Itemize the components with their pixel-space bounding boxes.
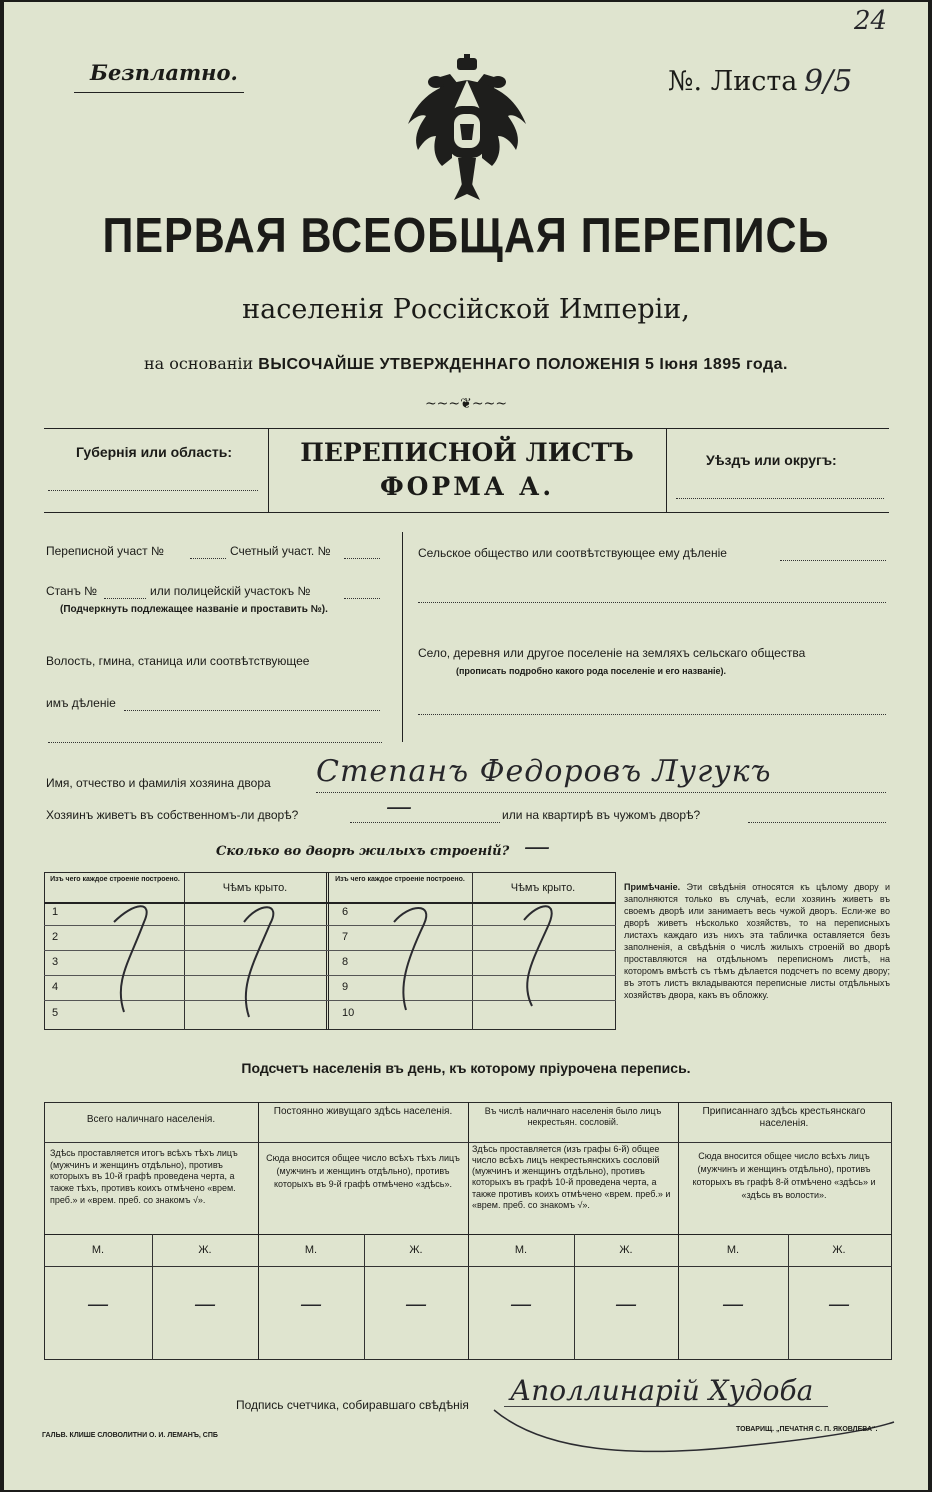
- pop-col2-head: Постоянно живущаго здѣсь населенія.: [273, 1106, 453, 1117]
- form-subtitle: ФОРМА А.: [379, 472, 555, 501]
- pop-col1-f: Ж.: [198, 1244, 212, 1256]
- pop-col2-m: М.: [304, 1244, 318, 1256]
- row-num: 5: [52, 1007, 59, 1019]
- pop-col2-f: Ж.: [409, 1244, 423, 1256]
- pop-value: —: [722, 1292, 744, 1317]
- col-material-right: Изъ чего каждое строеніе построено.: [335, 876, 465, 883]
- pop-value: —: [405, 1292, 427, 1317]
- pop-col4-head: Приписаннаго здѣсь крестьянскаго населенія.: [702, 1106, 866, 1129]
- page-subtitle: населенія Россійской Имперіи,: [242, 294, 690, 325]
- pop-value: —: [87, 1292, 109, 1317]
- pop-value: —: [615, 1292, 637, 1317]
- census-sheet: [4, 2, 928, 1490]
- pop-col4-desc: Сюда вносится общее число всѣхъ лицъ (мужчинъ и женщинъ отдѣльно), противъ которыхъ въ графѣ 8-й отмѣчено «здѣсь» и «здѣсь въ волости».: [692, 1151, 876, 1201]
- sheet-number-label: №. Листа: [668, 66, 798, 97]
- signature-label: Подпись счетчика, собиравшаго свѣдѣнія: [236, 1398, 469, 1412]
- pop-col1-desc: Здѣсь проставляется итогъ всѣхъ тѣхъ лицъ (мужчинъ и женщинъ отдѣльно), противъ которыхъ въ 10-й графѣ проведена черта, а также тѣхъ, противъ коихъ отмѣчено «врем. преб.» и «врем. преб. со знакомъ √».: [50, 1148, 238, 1205]
- free-label: Безплатно.: [90, 60, 238, 85]
- basis-line: [4, 354, 928, 374]
- col-roof-left: Чѣмъ крыто.: [222, 882, 288, 894]
- corner-archive-number: 24: [854, 6, 888, 36]
- owner-name-value: Степанъ Федоровъ Лугукъ: [316, 754, 772, 789]
- row-num: 7: [342, 931, 349, 943]
- census-district-label: Переписной участ №: [46, 544, 164, 558]
- row-num: 10: [342, 1007, 355, 1019]
- pop-col3-f: Ж.: [619, 1244, 633, 1256]
- buildings-count-value: —: [524, 832, 550, 862]
- pop-value: —: [194, 1292, 216, 1317]
- note-text: Эти свѣдѣнія относятся къ цѣлому двору и заполняются только въ случаѣ, если хозяинъ живетъ въ своемъ дворѣ или занимаетъ весь чужой дворъ. Если-же во дворѣ живетъ нѣсколько хозяйствъ, то на переписныхъ листахъ каждаго изъ нихъ эта табличка оставляется безъ заполненія, а свѣдѣнія о числѣ жилыхъ строеній во дворѣ проставляются на отдѣльномъ переписномъ листѣ, на которомъ вмѣстѣ съ тѣмъ дѣлается подсчетъ по всему двору; въ этотъ листъ вкладываются переписные листы отдѣльныхъ хозяйствъ двора, какъ въ обложку.: [624, 882, 890, 1000]
- own-yard-value: —: [386, 792, 412, 822]
- col-roof-right: Чѣмъ крыто.: [510, 882, 576, 894]
- count-district-label: Счетный участ. №: [230, 544, 331, 558]
- row-num: 4: [52, 981, 59, 993]
- pop-col3-m: М.: [514, 1244, 528, 1256]
- buildings-count-label: Сколько во дворѣ жилыхъ строеній?: [216, 844, 510, 859]
- pop-col4-m: М.: [726, 1244, 740, 1256]
- pop-value: —: [300, 1292, 322, 1317]
- double-headed-eagle-icon: [402, 54, 532, 202]
- gubernia-label: Губернія или область:: [76, 444, 233, 460]
- row-num: 2: [52, 931, 59, 943]
- pop-col1-m: М.: [91, 1244, 105, 1256]
- village-note: (прописать подробно какого рода поселеніе и его названіе).: [456, 666, 727, 676]
- pop-col3-desc: Здѣсь проставляется (изъ графы 6-й) общее число всѣхъ лицъ некрестьянскихъ сословій (мужчинъ и женщинъ отдѣльно), противъ которыхъ въ графѣ 10-й проведена черта, а также противъ коихъ отмѣчено «врем. преб.» и «врем. преб. со знакомъ √».: [472, 1144, 671, 1210]
- buildings-note: [624, 882, 890, 1002]
- printer-right: ТОВАРИЩ. „ПЕЧАТНЯ С. П. ЯКОВЛЕВА“.: [736, 1426, 878, 1433]
- basis-prefix: на основаніи: [144, 354, 254, 373]
- note-title: Примѣчаніе.: [624, 882, 681, 892]
- printer-left: ГАЛЬВ. КЛИШЕ СЛОВОЛИТНИ О. И. ЛЕМАНЪ, СПБ: [42, 1432, 218, 1439]
- pop-col3-head: Въ числѣ наличнаго населенія было лицъ некрестьян. сословій.: [484, 1106, 662, 1127]
- pop-col2-desc: Сюда вносится общее число всѣхъ тѣхъ лицъ (мужчинъ и женщинъ отдѣльно), противъ которыхъ въ 9-й графѣ отмѣчено «здѣсь».: [266, 1153, 460, 1190]
- underline-note: (Подчеркнуть подлежащее названіе и проставить №).: [60, 604, 328, 615]
- row-num: 9: [342, 981, 349, 993]
- rent-label: или на квартирѣ въ чужомъ дворѣ?: [502, 808, 701, 822]
- page-title: ПЕРВАЯ ВСЕОБЩАЯ ПЕРЕПИСЬ: [102, 208, 830, 264]
- volost-label-2: имъ дѣленіе: [46, 696, 116, 710]
- population-title: Подсчетъ населенія въ день, къ которому пріурочена перепись.: [241, 1060, 691, 1076]
- pop-col4-f: Ж.: [832, 1244, 846, 1256]
- volost-label: Волость, гмина, станица или соотвѣтствующее: [46, 654, 310, 668]
- pop-col1-head: Всего наличнаго населенія.: [86, 1114, 216, 1125]
- village-label: Село, деревня или другое поселеніе на земляхъ сельскаго общества: [418, 646, 806, 660]
- rural-society-label: Сельское общество или соотвѣтствующее ему дѣленіе: [418, 546, 727, 560]
- row-num: 8: [342, 956, 349, 968]
- basis-rest: ВЫСОЧАЙШЕ УТВЕРЖДЕННАГО ПОЛОЖЕНІЯ 5 Іюня 1895 года.: [258, 356, 788, 373]
- row-num: 3: [52, 956, 59, 968]
- stan-label: Станъ №: [46, 584, 98, 598]
- form-title: ПЕРЕПИСНОЙ ЛИСТЪ: [300, 438, 634, 467]
- row-num: 1: [52, 906, 59, 918]
- police-label: или полицейскій участокъ №: [150, 584, 311, 598]
- col-material-left: Изъ чего каждое строеніе построено.: [50, 876, 180, 883]
- row-num: 6: [342, 906, 349, 918]
- pop-value: —: [828, 1292, 850, 1317]
- empty-column-strokes: [44, 872, 616, 1032]
- ornament: ~~~❦~~~: [424, 396, 508, 412]
- sheet-number-value: 9/5: [804, 64, 853, 99]
- own-yard-label: Хозяинъ живетъ въ собственномъ-ли дворѣ?: [46, 808, 299, 822]
- owner-name-label: Имя, отчество и фамилія хозяина двора: [46, 776, 271, 790]
- pop-value: —: [510, 1292, 532, 1317]
- enumerator-signature: Аполлинарiй Худоба: [510, 1374, 814, 1407]
- uezd-label: Уѣздъ или округъ:: [706, 452, 837, 468]
